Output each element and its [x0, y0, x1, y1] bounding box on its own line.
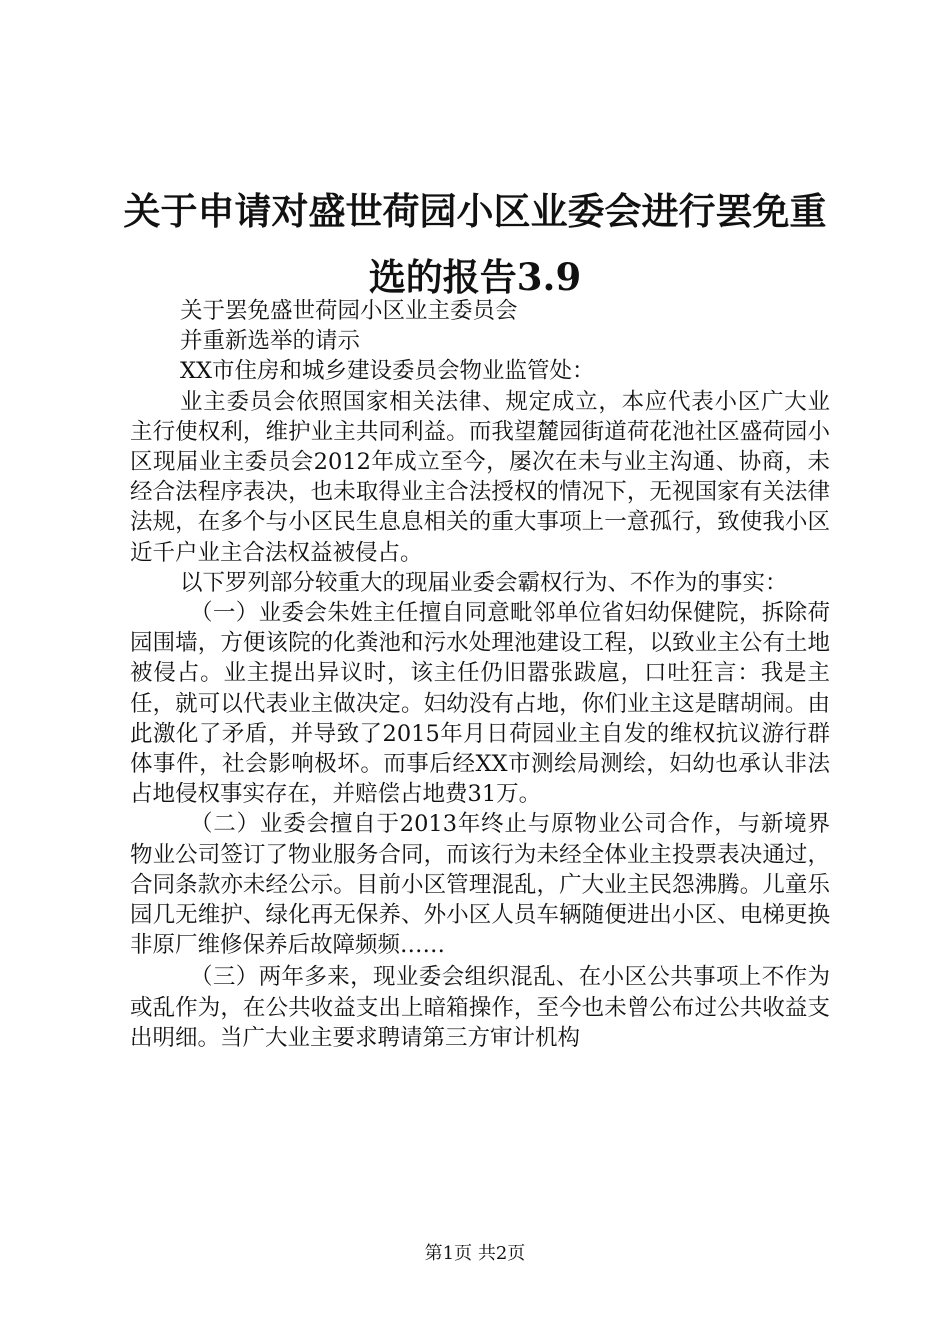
paragraph-item-1: （一）业委会朱姓主任擅自同意毗邻单位省妇幼保健院，拆除荷园围墙，方便该院的化粪池和污水处理池建设工程，以致业主公有土地被侵占。业主提出异议时，该主任仍旧嚣张跋扈，口吐狂言：我是主任，就可以代表业主做决定。妇幼没有占地，你们业主这是瞎胡闹。由此激化了矛盾，并导致了2015年月日荷园业主自发的维权抗议游行群体事件，社会影响极坏。而事后经XX市测绘局测绘，妇幼也承认非法占地侵权事实存在，并赔偿占地费31万。: [130, 600, 830, 808]
paragraph-item-3: （三）两年多来，现业委会组织混乱、在小区公共事项上不作为或乱作为，在公共收益支出上暗箱操作，至今也未曾公布过公共收益支出明细。当广大业主要求聘请第三方审计机构: [130, 964, 830, 1051]
paragraph-item-2: （二）业委会擅自于2013年终止与原物业公司合作，与新境界物业公司签订了物业服务合同，而该行为未经全体业主投票表决通过，合同条款亦未经公示。目前小区管理混乱，广大业主民怨沸腾。儿童乐园几无维护、绿化再无保养、外小区人员车辆随便进出小区、电梯更换非原厂维修保养后故障频频……: [130, 811, 830, 959]
document-body: [130, 296, 830, 1053]
page-footer: 第1页 共2页: [424, 1243, 526, 1264]
addressee-line: XX市住房和城乡建设委员会物业监管处：: [180, 358, 595, 385]
paragraph-intro: 业主委员会依照国家相关法律、规定成立，本应代表小区广大业主行使权利，维护业主共同利益。而我望麓园街道荷花池社区盛荷园小区现届业主委员会2012年成立至今，屡次在未与业主沟通、协商，未经合法程序表决，也未取得业主合法授权的情况下，无视国家有关法律法规，在多个与小区民生息息相关的重大事项上一意孤行，致使我小区近千户业主合法权益被侵占。: [130, 388, 830, 566]
paragraph-facts-lead: 以下罗列部分较重大的现届业委会霸权行为、不作为的事实：: [180, 569, 788, 596]
subtitle-line-1: 关于罢免盛世荷园小区业主委员会: [180, 298, 518, 324]
document-title: 关于申请对盛世荷园小区业委会进行罢免重选的报告3.9: [123, 189, 827, 299]
subtitle-line-2: 并重新选举的请示: [180, 328, 361, 355]
